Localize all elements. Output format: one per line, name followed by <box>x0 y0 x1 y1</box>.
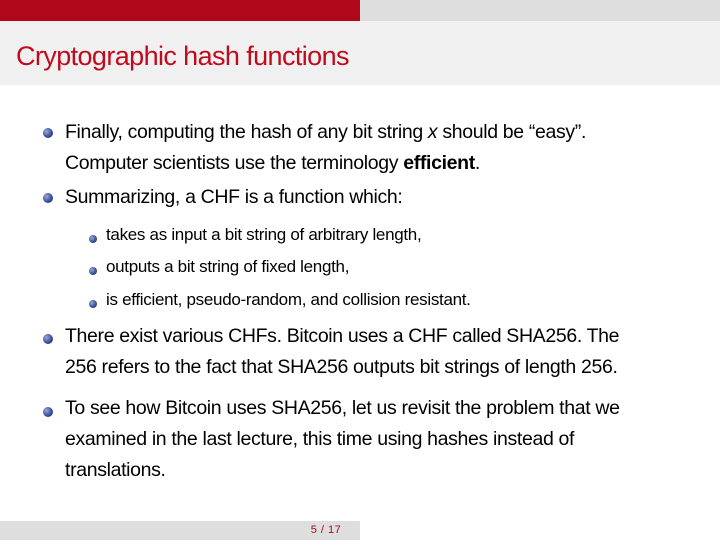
bullet-revisit <box>65 393 705 486</box>
sub-bullet-icon <box>89 235 97 243</box>
slide-title: Cryptographic hash functions <box>16 41 349 71</box>
title-bar <box>0 21 720 85</box>
bullet-text: . <box>474 152 480 174</box>
sub-bullet-input: takes as input a bit string of arbitrary length, <box>106 225 422 244</box>
bullet-icon <box>43 193 53 203</box>
sub-bullet-output: outputs a bit string of fixed length, <box>106 257 350 276</box>
top-bar <box>0 0 720 21</box>
sub-bullet-icon <box>89 267 97 275</box>
bullet-text: There exist various CHFs. Bitcoin uses a CHF called SHA256. The <box>65 325 620 347</box>
bullet-icon <box>43 334 53 344</box>
bullet-icon <box>43 128 53 138</box>
bullet-text: Finally, computing the hash of any bit string <box>65 121 428 143</box>
bullet-summary: Summarizing, a CHF is a function which: <box>65 186 403 208</box>
bullet-sha256 <box>65 321 705 383</box>
bullet-text: translations. <box>65 459 166 481</box>
bullet-text: examined in the last lecture, this time using hashes instead of <box>65 428 575 450</box>
top-bar-grey <box>360 0 720 21</box>
bullet-text: 256 refers to the fact that SHA256 outputs bit strings of length 256. <box>65 356 618 378</box>
page-number: 5 / 17 <box>310 524 342 536</box>
bullet-text: To see how Bitcoin uses SHA256, let us revisit the problem that we <box>65 397 620 419</box>
footer-bar <box>0 521 720 540</box>
bullet-text: Computer scientists use the terminology <box>65 152 404 174</box>
variable-x: x <box>427 121 438 143</box>
bullet-icon <box>43 407 53 417</box>
sub-bullet-icon <box>89 300 97 308</box>
term-efficient: efficient <box>403 152 475 174</box>
bullet-efficiency <box>65 117 705 179</box>
bullet-text: should be “easy”. <box>437 121 587 143</box>
top-bar-red <box>0 0 360 21</box>
sub-bullet-properties: is efficient, pseudo-random, and collision resistant. <box>106 290 471 309</box>
